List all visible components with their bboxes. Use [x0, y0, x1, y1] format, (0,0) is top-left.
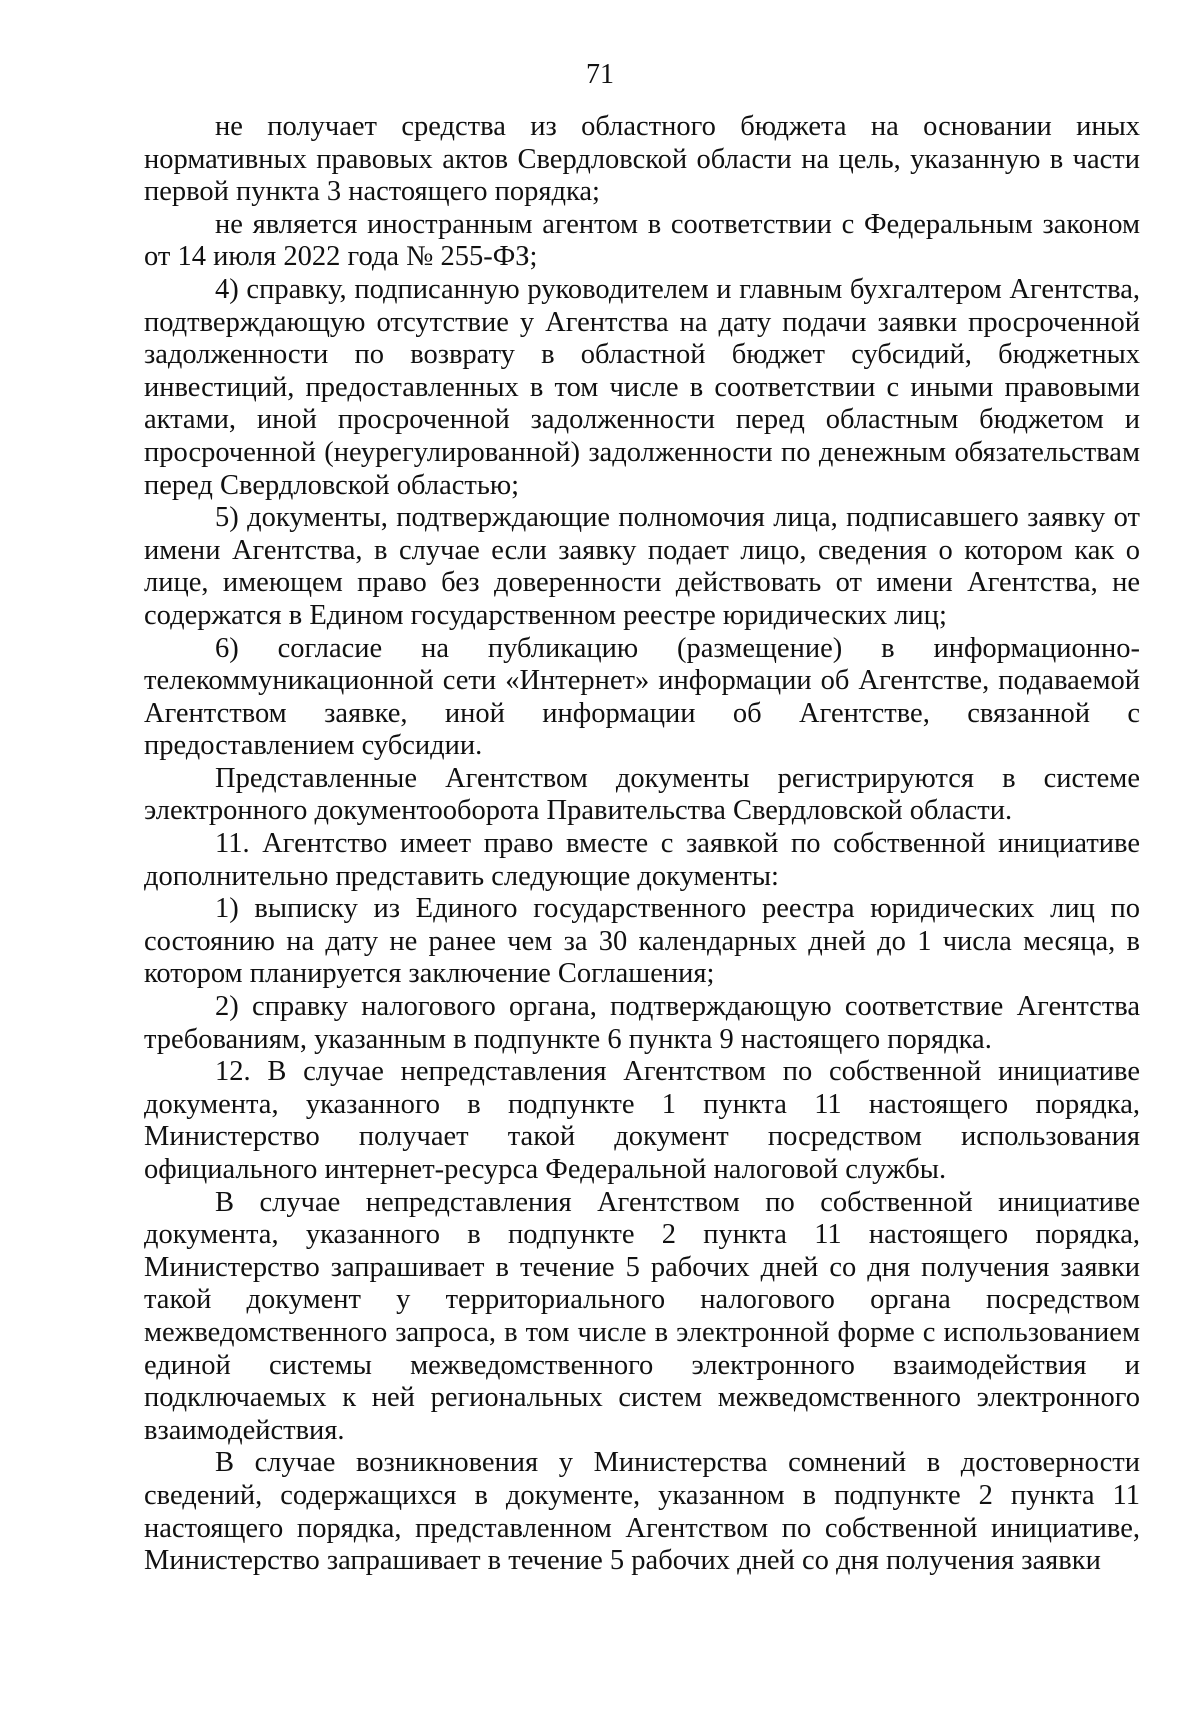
paragraph-item-5-authority-documents: 5) документы, подтверждающие полномочия лица, подписавшего заявку от имени Агентства, в случае если заявку подает лицо, сведения о котором как о лице, имеющем право без доверенности действовать от имени Агентства, не содержатся в Едином государственном реестре юридических лиц;	[144, 502, 1140, 631]
paragraph-section-11: 11. Агентство имеет право вместе с заявкой по собственной инициативе дополнительно представить следующие документы:	[144, 828, 1140, 892]
paragraph-section-12-doubts: В случае возникновения у Министерства сомнений в достоверности сведений, содержащихся в документе, указанном в подпункте 2 пункта 11 настоящего порядка, представленном Агентством по собственной инициативе, Министерство запрашивает в течение 5 рабочих дней со дня получения заявки	[144, 1447, 1140, 1577]
paragraph-not-receiving-funds: не получает средства из областного бюджета на основании иных нормативных правовых актов Свердловской области на цель, указанную в части первой пункта 3 настоящего порядка;	[144, 111, 1140, 208]
paragraph-documents-registration: Представленные Агентством документы регистрируются в системе электронного документооборота Правительства Свердловской области.	[144, 762, 1140, 827]
paragraph-section-12-tax-request: В случае непредставления Агентством по собственной инициативе документа, указанного в подпункте 2 пункта 11 настоящего порядка, Министерство запрашивает в течение 5 рабочих дней со дня получения заявки такой документ у территориального налогового органа посредством межведомственного запроса, в том числе в электронной форме с использованием единой системы межведомственного электронного взаимодействия и подключаемых к ней региональных систем межведомственного электронного взаимодействия.	[144, 1186, 1140, 1446]
paragraph-not-foreign-agent: не является иностранным агентом в соответствии с Федеральным законом от 14 июля 2022 года № 255-ФЗ;	[144, 208, 1140, 273]
paragraph-item-6-publication-consent: 6) согласие на публикацию (размещение) в информационно-телекоммуникационной сети «Интернет» информации об Агентстве, подаваемой Агентством заявке, иной информации об Агентстве, связанной с предоставлением субсидии.	[144, 632, 1140, 762]
document-body	[144, 111, 1140, 1578]
paragraph-section-11-item-2: 2) справку налогового органа, подтверждающую соответствие Агентства требованиям, указанным в подпункте 6 пункта 9 настоящего порядка.	[144, 991, 1140, 1055]
paragraph-section-12: 12. В случае непредставления Агентством по собственной инициативе документа, указанного в подпункте 1 пункта 11 настоящего порядка, Министерство получает такой документ посредством использования официального интернет-ресурса Федеральной налоговой службы.	[144, 1056, 1140, 1185]
page-number: 71	[586, 59, 614, 90]
paragraph-section-11-item-1: 1) выписку из Единого государственного реестра юридических лиц по состоянию на дату не ранее чем за 30 календарных дней до 1 числа месяца, в котором планируется заключение Соглашения;	[144, 893, 1140, 990]
paragraph-item-4-debt-certificate: 4) справку, подписанную руководителем и главным бухгалтером Агентства, подтверждающую отсутствие у Агентства на дату подачи заявки просроченной задолженности по возврату в областной бюджет субсидий, бюджетных инвестиций, предоставленных в том числе в соответствии с иными правовыми актами, иной просроченной задолженности перед областным бюджетом и просроченной (неурегулированной) задолженности по денежным обязательствам перед Свердловской областью;	[144, 273, 1140, 501]
